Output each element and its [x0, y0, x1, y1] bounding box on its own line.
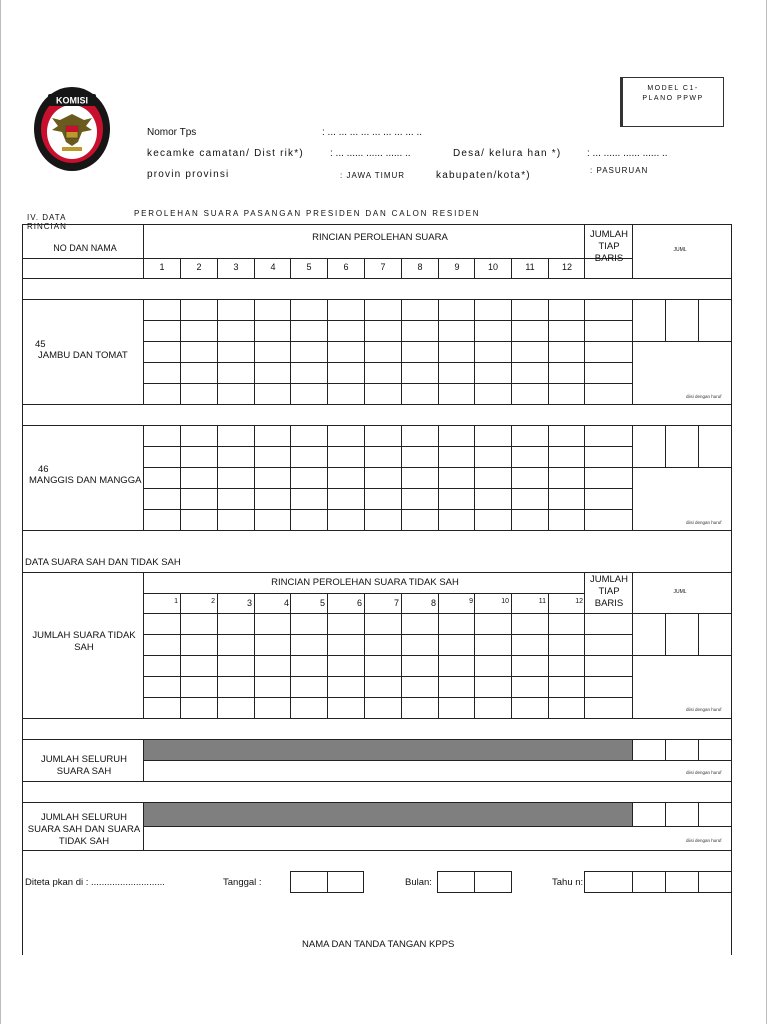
shaded-bar-sah: [144, 740, 632, 760]
kecamatan-label: kecamke camatan/ Dist rik*): [147, 148, 304, 159]
jumlah-tiap-baris-header: JUMLAH TIAP BARIS: [589, 229, 628, 264]
ditetapkan-field[interactable]: Diteta pkan di : ............................: [25, 877, 165, 888]
col-number: 1: [174, 598, 178, 605]
col-number: 11: [538, 598, 546, 605]
candidate-name: MANGGIS DAN MANGGA: [29, 475, 142, 486]
no-nama-header: NO DAN NAMA: [53, 243, 117, 253]
col-number: 5: [319, 598, 325, 608]
col-number: 5: [306, 262, 312, 272]
model-line-2: PLANO PPWP: [642, 95, 704, 102]
col-number: 7: [380, 262, 386, 272]
diisi-note: diisi dengan huruf: [686, 394, 722, 399]
section-iv-label: IV. DATA: [27, 213, 67, 222]
provinsi-value: : JAWA TIMUR: [340, 171, 406, 180]
jumlah-header: JUML: [673, 247, 687, 253]
provinsi-label: provin provinsi: [147, 169, 230, 180]
col-number: 4: [283, 598, 289, 608]
col-number: 6: [343, 262, 349, 272]
col-number: 3: [233, 262, 239, 272]
col-number: 9: [454, 262, 460, 272]
jumlah-header: JUML: [673, 589, 687, 595]
diisi-note: diisi dengan huruf: [686, 520, 722, 525]
jumlah-suara-tidak-sah-label: JUMLAH SUARA TIDAK SAH: [32, 630, 136, 653]
col-number: 11: [525, 262, 535, 272]
diisi-note: diisi dengan huruf: [686, 770, 722, 775]
tahun-label: Tahu n:: [552, 877, 584, 888]
total-all-label: JUMLAH SELURUH SUARA SAH DAN SUARA TIDAK SAH: [27, 812, 141, 847]
rincian-tidak-sah-header: RINCIAN PEROLEHAN SUARA TIDAK SAH: [271, 577, 459, 588]
section-iv-title: PEROLEHAN SUARA PASANGAN PRESIDEN DAN CALON RESIDEN: [134, 209, 481, 218]
section-sah-title: DATA SUARA SAH DAN TIDAK SAH: [25, 557, 181, 568]
col-number: 4: [270, 262, 276, 272]
diisi-note: diisi dengan huruf: [686, 707, 722, 712]
section-iv-label-2: RINCIAN: [27, 222, 67, 231]
rincian-header: RINCIAN PEROLEHAN SUARA: [312, 232, 448, 243]
kabupaten-value: : PASURUAN: [590, 166, 649, 175]
diisi-note: diisi dengan huruf: [686, 838, 722, 843]
col-number: 7: [393, 598, 399, 608]
col-number: 1: [159, 262, 165, 272]
col-number: 12: [561, 262, 572, 272]
candidate-number: 46: [38, 464, 49, 475]
candidate-number: 45: [35, 339, 46, 350]
signature-title: NAMA DAN TANDA TANGAN KPPS: [302, 939, 455, 950]
tanggal-label: Tanggal :: [223, 877, 262, 888]
total-sah-label: JUMLAH SELURUH SUARA SAH: [40, 754, 128, 777]
col-number: 10: [487, 262, 498, 272]
desa-value[interactable]: : ... ...... ...... ...... ..: [587, 148, 668, 159]
col-number: 2: [196, 262, 202, 272]
col-number: 8: [417, 262, 423, 272]
desa-label: Desa/ kelura han *): [453, 148, 562, 159]
shaded-bar-all: [144, 803, 632, 826]
col-number: 12: [575, 598, 583, 605]
model-line-1: MODEL C1-: [647, 85, 699, 92]
col-number: 10: [501, 598, 509, 605]
nomor-tps-value[interactable]: : ... ... ... ... ... ... ... ... ..: [322, 127, 423, 138]
jumlah-tiap-baris-header: JUMLAH TIAP BARIS: [589, 574, 628, 609]
nomor-tps-label: Nomor Tps: [147, 127, 197, 138]
col-number: 6: [356, 598, 362, 608]
col-number: 2: [211, 598, 215, 605]
col-number: 9: [469, 598, 473, 605]
col-number: 3: [246, 598, 252, 608]
kecamatan-value[interactable]: : ... ...... ...... ...... ..: [330, 148, 411, 159]
kabupaten-label: kabupaten/kota*): [436, 170, 531, 181]
bulan-label: Bulan:: [405, 877, 432, 888]
logo-top-text: KOMISI: [55, 95, 89, 106]
candidate-name: JAMBU DAN TOMAT: [38, 350, 128, 361]
col-number: 8: [430, 598, 436, 608]
